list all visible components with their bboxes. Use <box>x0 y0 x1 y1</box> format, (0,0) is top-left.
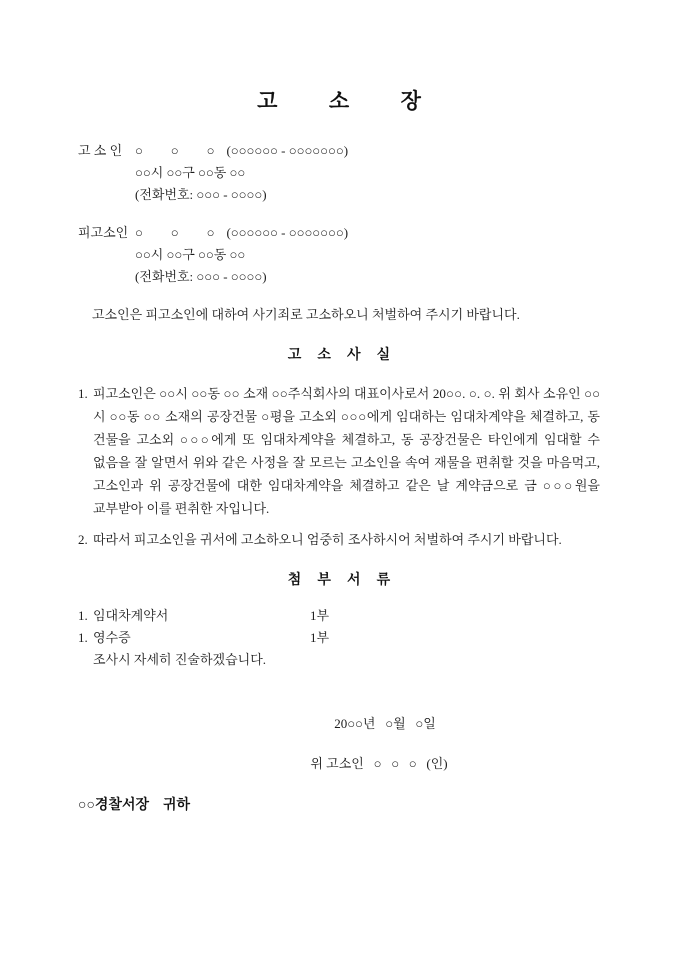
fact-item-2 <box>78 528 600 551</box>
accused-section <box>78 222 600 288</box>
fact-number: 2. <box>78 532 88 547</box>
attachment-quantity: 1부 <box>310 630 330 645</box>
fact-item-1 <box>78 382 600 520</box>
facts-section <box>78 382 600 551</box>
accused-label: 피고소인 <box>78 225 129 240</box>
complainant-phone: (전화번호: ○○○ - ○○○○) <box>135 187 267 202</box>
intro-paragraph: 고소인은 피고소인에 대하여 사기죄로 고소하오니 처벌하여 주시기 바랍니다. <box>92 307 520 322</box>
attachment-number: 1. <box>78 630 88 645</box>
document-title: 고 소 장 <box>257 89 444 113</box>
complainant-section <box>78 140 600 206</box>
date-line: 20○○년 ○월 ○일 <box>334 716 436 731</box>
accused-name-line <box>135 222 600 244</box>
accused-reg-number: (○○○○○○ - ○○○○○○○) <box>226 225 349 240</box>
complainant-address: ○○시 ○○구 ○○동 ○○ <box>135 165 246 180</box>
facts-heading: 고 소 사 실 <box>287 348 397 363</box>
attachment-quantity: 1부 <box>310 608 330 623</box>
fact-number: 1. <box>78 386 88 401</box>
attachments-section <box>78 605 600 671</box>
attachment-name: 영수증 <box>93 630 131 645</box>
attachment-note: 조사시 자세히 진술하겠습니다. <box>93 652 267 667</box>
accused-details <box>135 222 600 288</box>
complainant-name-line <box>135 140 600 162</box>
complainant-details <box>135 140 600 206</box>
fact-text: 피고소인은 ○○시 ○○동 ○○ 소재 ○○주식회사의 대표이사로서 20○○. ○. ○. 위 회사 소유인 ○○시 ○○동 ○○ 소재의 공장건물 ○평을 고소외 ○○○에게 임대하는 임대차계약을 체결하고, 동 건물을 고소외 ○○○에게 또 임대차계약을 체결하고, 동 공장건물은 타인에게 임대할 수 없음을 잘 알면서 위와 같은 사정을 잘 모르는 고소인을 속여 재물을 편취할 것을 마음먹고, 고소인과 위 공장건물에 대한 임대차계약을 체결하고 같은 날 계약금으로 금 ○○○원을 교부받아 이를 편취한 자입니다. <box>93 386 600 516</box>
attachments-heading: 첨 부 서 류 <box>287 573 397 588</box>
complainant-name: ○ ○ ○ <box>135 143 215 158</box>
attachment-row-2 <box>78 627 600 649</box>
complainant-reg-number: (○○○○○○ - ○○○○○○○) <box>226 143 349 158</box>
attachment-row-1 <box>78 605 600 627</box>
complainant-label: 고 소 인 <box>78 143 123 158</box>
fact-text: 따라서 피고소인을 귀서에 고소하오니 엄중히 조사하시어 처벌하여 주시기 바랍니다. <box>93 532 562 547</box>
signature-line: 위 고소인 ○ ○ ○ (인) <box>310 756 448 771</box>
accused-address: ○○시 ○○구 ○○동 ○○ <box>135 247 246 262</box>
accused-phone: (전화번호: ○○○ - ○○○○) <box>135 269 267 284</box>
recipient-line: ○○경찰서장 귀하 <box>78 798 191 813</box>
attachment-number: 1. <box>78 608 88 623</box>
attachment-name: 임대차계약서 <box>93 608 169 623</box>
accused-name: ○ ○ ○ <box>135 225 215 240</box>
